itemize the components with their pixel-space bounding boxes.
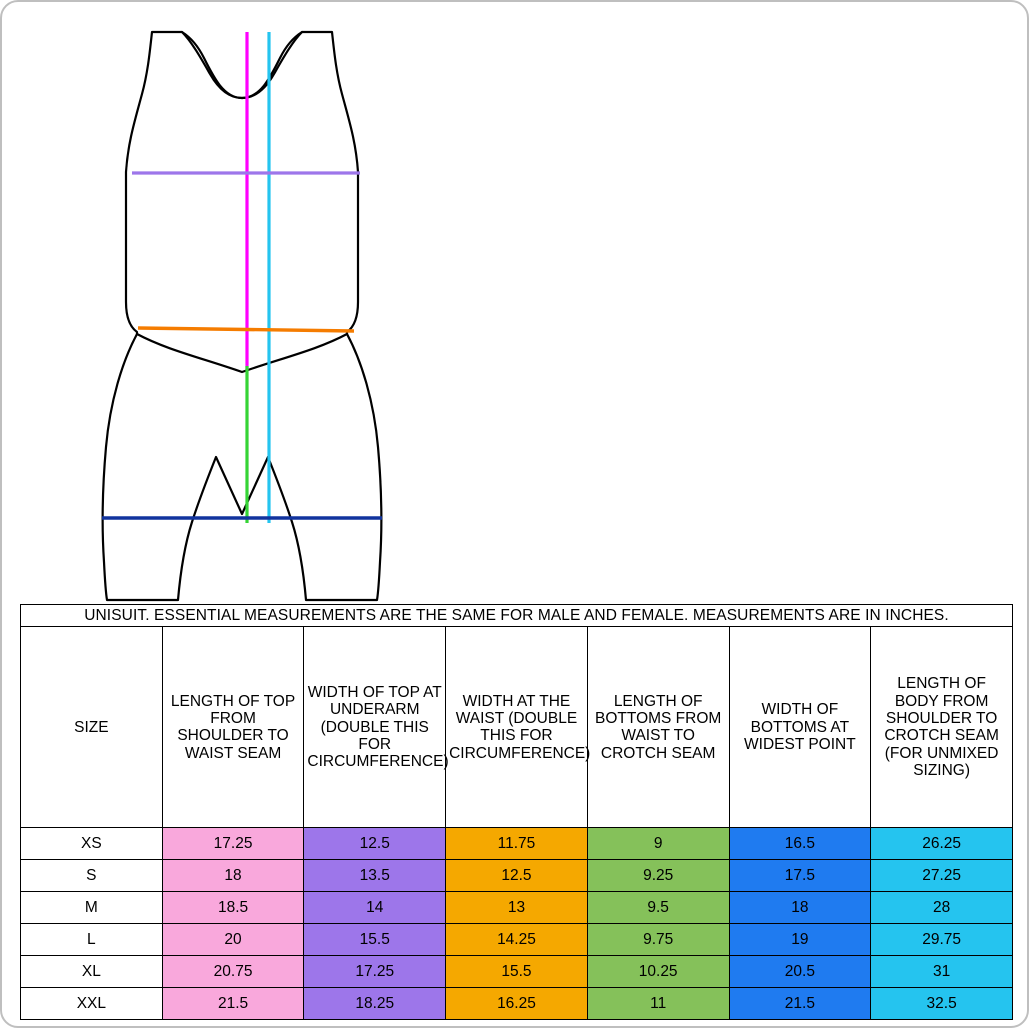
cell-underarm-width: 17.25 bbox=[304, 956, 446, 988]
cell-underarm-width: 18.25 bbox=[304, 988, 446, 1020]
cell-underarm-width: 15.5 bbox=[304, 924, 446, 956]
cell-bottoms-width: 17.5 bbox=[729, 860, 871, 892]
unisuit-garment-diagram bbox=[2, 2, 1029, 612]
cell-body-length: 29.75 bbox=[871, 924, 1013, 956]
cell-waist-width: 16.25 bbox=[446, 988, 588, 1020]
cell-bottoms-length: 10.25 bbox=[587, 956, 729, 988]
table-header-row bbox=[21, 627, 1013, 828]
cell-top-length: 20.75 bbox=[162, 956, 304, 988]
table-row bbox=[21, 892, 1013, 924]
cell-bottoms-width: 21.5 bbox=[729, 988, 871, 1020]
cell-top-length: 18 bbox=[162, 860, 304, 892]
cell-body-length: 32.5 bbox=[871, 988, 1013, 1020]
cell-bottoms-width: 16.5 bbox=[729, 828, 871, 860]
cell-bottoms-length: 9.75 bbox=[587, 924, 729, 956]
cell-body-length: 28 bbox=[871, 892, 1013, 924]
cell-waist-width: 11.75 bbox=[446, 828, 588, 860]
header-body-length: LENGTH OF BODY FROM SHOULDER TO CROTCH SEAM (FOR UNMIXED SIZING) bbox=[871, 627, 1013, 828]
table-row bbox=[21, 956, 1013, 988]
cell-waist-width: 13 bbox=[446, 892, 588, 924]
cell-size: XXL bbox=[21, 988, 163, 1020]
cell-bottoms-length: 9 bbox=[587, 828, 729, 860]
table-row bbox=[21, 988, 1013, 1020]
table-row bbox=[21, 860, 1013, 892]
cell-top-length: 20 bbox=[162, 924, 304, 956]
measure-line-waist-width bbox=[138, 328, 354, 331]
cell-underarm-width: 13.5 bbox=[304, 860, 446, 892]
cell-size: M bbox=[21, 892, 163, 924]
cell-bottoms-width: 20.5 bbox=[729, 956, 871, 988]
table-row bbox=[21, 828, 1013, 860]
cell-bottoms-width: 19 bbox=[729, 924, 871, 956]
cell-top-length: 18.5 bbox=[162, 892, 304, 924]
cell-bottoms-length: 9.25 bbox=[587, 860, 729, 892]
cell-top-length: 17.25 bbox=[162, 828, 304, 860]
header-size: SIZE bbox=[21, 627, 163, 828]
cell-waist-width: 14.25 bbox=[446, 924, 588, 956]
cell-size: S bbox=[21, 860, 163, 892]
table-title: UNISUIT. ESSENTIAL MEASUREMENTS ARE THE SAME FOR MALE AND FEMALE. MEASUREMENTS ARE IN INCHES. bbox=[21, 605, 1013, 627]
table-title-row bbox=[21, 605, 1013, 627]
cell-waist-width: 12.5 bbox=[446, 860, 588, 892]
cell-body-length: 27.25 bbox=[871, 860, 1013, 892]
cell-size: XL bbox=[21, 956, 163, 988]
cell-waist-width: 15.5 bbox=[446, 956, 588, 988]
size-chart-table bbox=[20, 604, 1013, 1020]
cell-size: XS bbox=[21, 828, 163, 860]
header-waist-width: WIDTH AT THE WAIST (DOUBLE THIS FOR CIRCUMFERENCE) bbox=[446, 627, 588, 828]
cell-top-length: 21.5 bbox=[162, 988, 304, 1020]
header-underarm-width: WIDTH OF TOP AT UNDERARM (DOUBLE THIS FOR CIRCUMFERENCE) bbox=[304, 627, 446, 828]
cell-underarm-width: 12.5 bbox=[304, 828, 446, 860]
cell-body-length: 31 bbox=[871, 956, 1013, 988]
cell-underarm-width: 14 bbox=[304, 892, 446, 924]
header-bottoms-length: LENGTH OF BOTTOMS FROM WAIST TO CROTCH SEAM bbox=[587, 627, 729, 828]
cell-size: L bbox=[21, 924, 163, 956]
cell-bottoms-length: 9.5 bbox=[587, 892, 729, 924]
cell-bottoms-width: 18 bbox=[729, 892, 871, 924]
header-bottoms-width: WIDTH OF BOTTOMS AT WIDEST POINT bbox=[729, 627, 871, 828]
header-top-length: LENGTH OF TOP FROM SHOULDER TO WAIST SEAM bbox=[162, 627, 304, 828]
cell-body-length: 26.25 bbox=[871, 828, 1013, 860]
garment-outline bbox=[103, 32, 382, 600]
table-row bbox=[21, 924, 1013, 956]
cell-bottoms-length: 11 bbox=[587, 988, 729, 1020]
size-chart-table-wrap bbox=[20, 604, 1013, 1020]
